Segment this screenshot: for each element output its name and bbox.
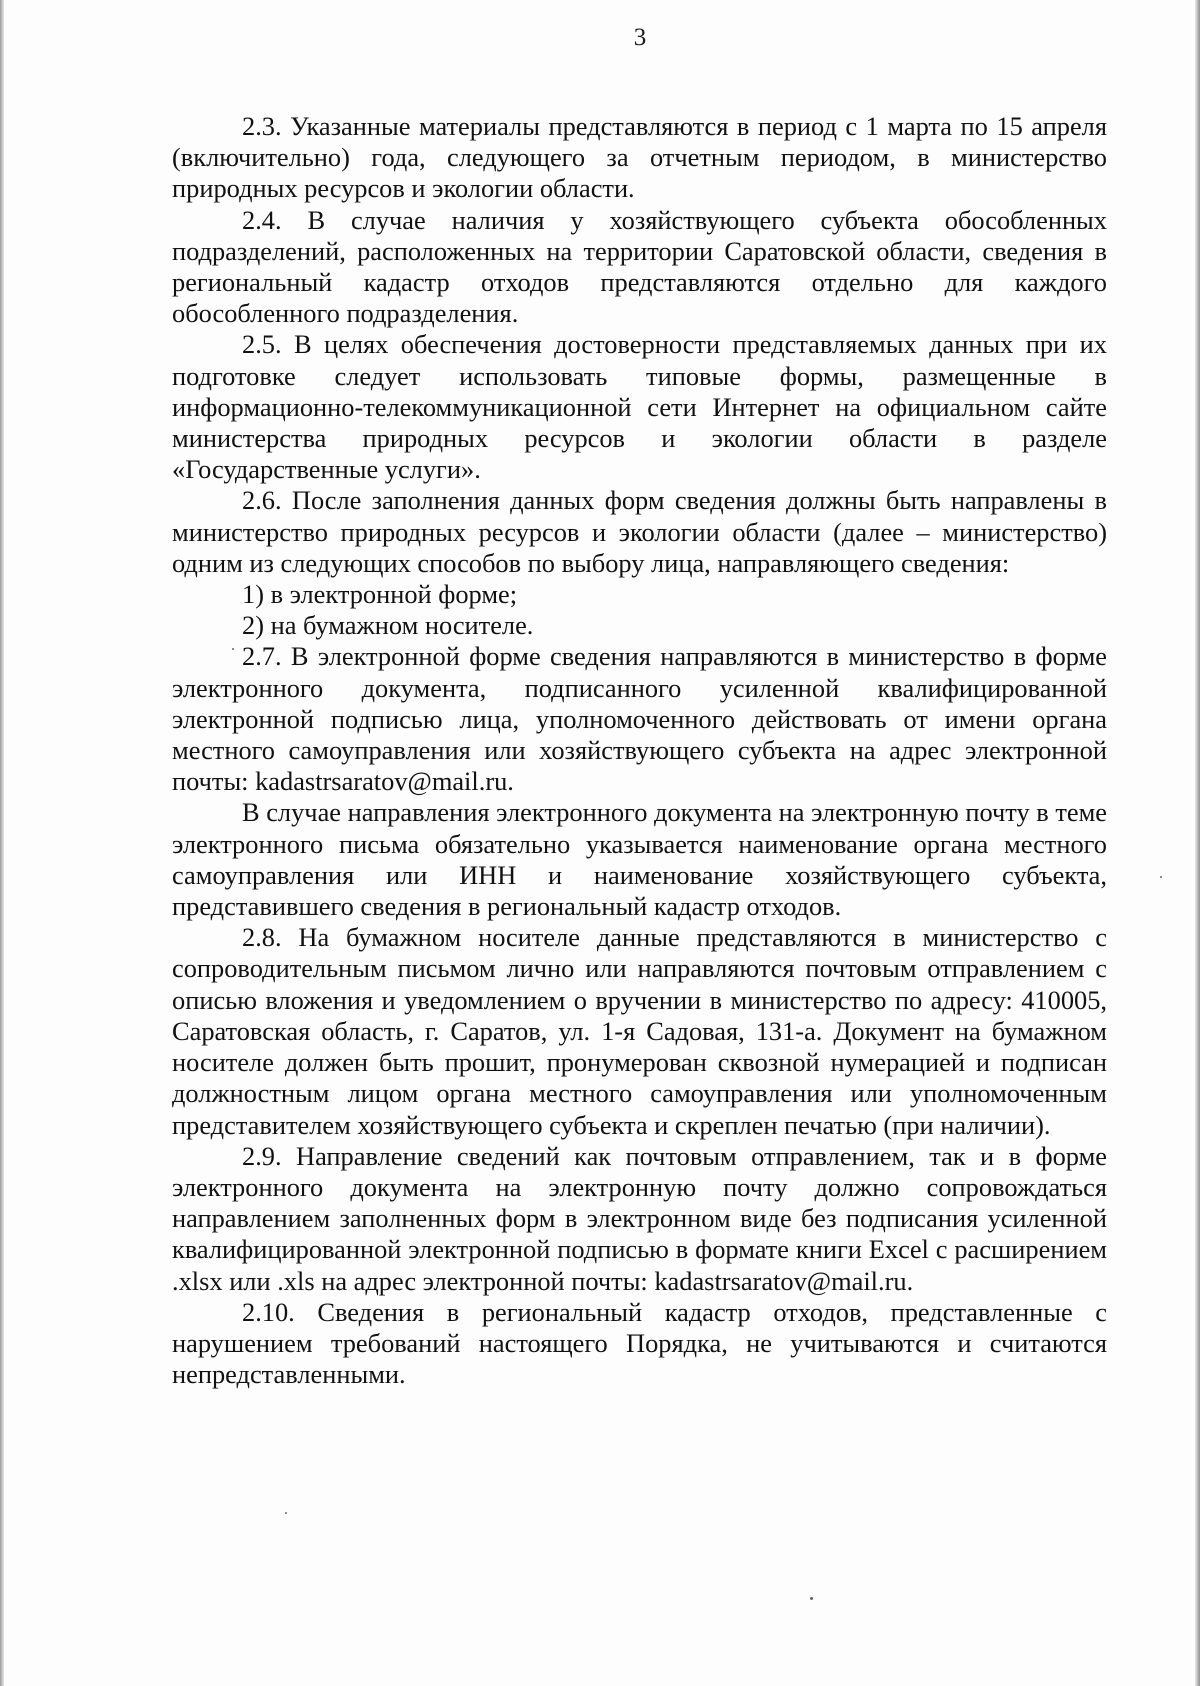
scan-edge-right: [1195, 0, 1200, 1686]
list-item-paper: 2) на бумажном носителе.: [242, 610, 534, 641]
list-item-electronic: 1) в электронной форме;: [242, 579, 518, 610]
paragraph-2-6: 2.6. После заполнения данных форм сведения должны быть направлены в министерство природных ресурсов и экологии области (далее – министерство) одним из следующих способов по выбору лица, направляющего сведения:: [172, 485, 1107, 578]
paragraph-2-8: 2.8. На бумажном носителе данные представляются в министерство с сопроводительным письмом лично или направляются почтовым отправлением с описью вложения и уведомлением о вручении в министерство по адресу: 410005, Саратовская область, г. Саратов, ул. 1-я Садовая, 131-а. Документ на бумажном носителе должен быть прошит, пронумерован сквозной нумерацией и подписан должностным лицом органа местного самоуправления или уполномоченным представителем хозяйствующего субъекта и скреплен печатью (при наличии).: [172, 922, 1107, 1140]
document-body: [172, 111, 1107, 1390]
scan-speck: [285, 1512, 287, 1514]
paragraph-2-7: 2.7. В электронной форме сведения направляются в министерство в форме электронного документа, подписанного усиленной квалифицированной электронной подписью лица, уполномоченного действовать от имени органа местного самоуправления или хозяйствующего субъекта на адрес электронной почты: kadastrsaratov@mail.ru.: [172, 641, 1107, 797]
paragraph-2-9: 2.9. Направление сведений как почтовым отправлением, так и в форме электронного документа на электронную почту должно сопровождаться направлением заполненных форм в электронном виде без подписания усиленной квалифицированной электронной подписью в формате книги Excel с расширением .xlsx или .xls на адрес электронной почты: kadastrsaratov@mail.ru.: [172, 1140, 1107, 1296]
paragraph-2-4: 2.4. В случае наличия у хозяйствующего субъекта обособленных подразделений, расположенных на территории Саратовской области, сведения в региональный кадастр отходов представляются отдельно для каждого обособленного подразделения.: [172, 204, 1107, 329]
scan-edge-left: [0, 0, 4, 1686]
paragraph-email-subject: В случае направления электронного документа на электронную почту в теме электронного письма обязательно указывается наименование органа местного самоуправления или ИНН и наименование хозяйствующего субъекта, представившего сведения в региональный кадастр отходов.: [172, 797, 1107, 922]
paragraph-2-10: 2.10. Сведения в региональный кадастр отходов, представленные с нарушением требований настоящего Порядка, не учитываются и считаются непредставленными.: [172, 1296, 1107, 1390]
scan-speck: [232, 648, 234, 650]
scan-speck: [810, 1597, 813, 1600]
scan-speck: [1160, 876, 1162, 878]
paragraph-2-3: 2.3. Указанные материалы представляются в период с 1 марта по 15 апреля (включительно) года, следующего за отчетным периодом, в министерство природных ресурсов и экологии области.: [172, 111, 1107, 204]
page-number: 3: [633, 24, 647, 51]
paragraph-2-5: 2.5. В целях обеспечения достоверности представляемых данных при их подготовке следует использовать типовые формы, размещенные в информационно-телекоммуникационной сети Интернет на официальном сайте министерства природных ресурсов и экологии области в разделе «Государственные услуги».: [172, 329, 1107, 485]
